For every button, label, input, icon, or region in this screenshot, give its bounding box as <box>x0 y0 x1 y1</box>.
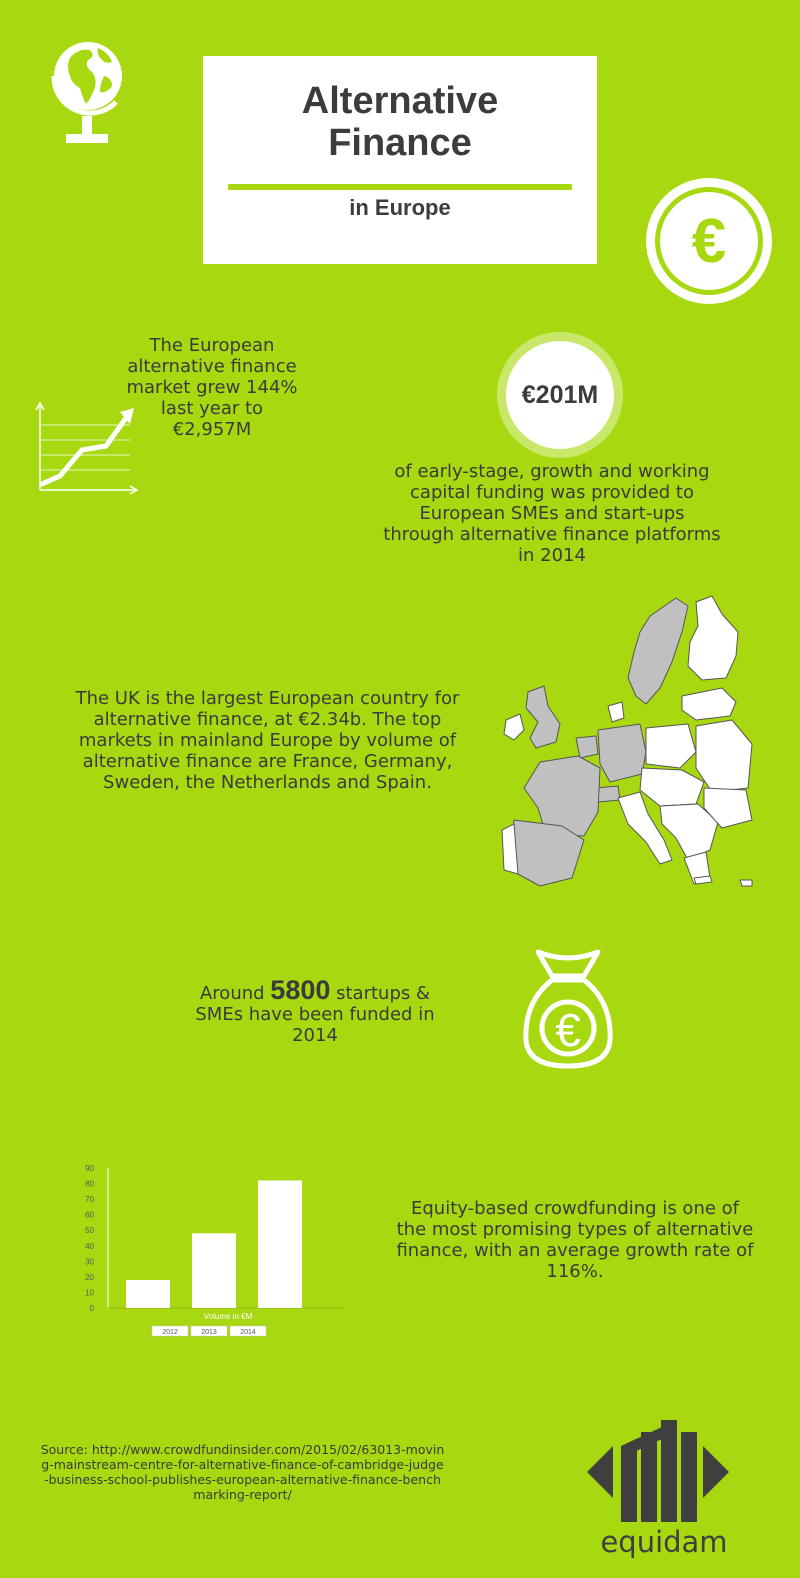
market-growth-text <box>112 335 312 440</box>
bar-2012 <box>126 1280 170 1308</box>
y-tick-label: 0 <box>89 1304 94 1313</box>
startups-line: 2014 <box>292 1025 338 1046</box>
category-label-2013: 2013 <box>201 1329 217 1336</box>
volume-bar-chart <box>80 1156 360 1346</box>
y-tick-label: 70 <box>85 1195 94 1205</box>
category-label-2014: 2014 <box>240 1329 256 1336</box>
bar-2014 <box>258 1180 302 1308</box>
uk-market-text <box>40 688 495 793</box>
x-axis-label: Volume in €M <box>203 1312 253 1321</box>
startups-line: SMEs have been funded in <box>195 1004 435 1025</box>
svg-text:€: € <box>555 1004 581 1056</box>
y-tick-label: 60 <box>85 1210 94 1220</box>
sme-funding-line: capital funding was provided to <box>410 482 694 503</box>
source-citation: Source: http://www.crowdfundinsider.com/2015/02/63013-moving-mainstream-centre-for-alternative-finance-of-cambridge-judge-business-school-publishes-european-alternative-finance-benchmarking-report/ <box>40 1442 445 1502</box>
growth-line: €2,957M <box>172 419 252 440</box>
equidam-logo-text: equidam <box>600 1525 728 1559</box>
equity-line: Equity-based crowdfunding is one of <box>410 1198 740 1219</box>
y-tick-label: 80 <box>85 1179 94 1189</box>
sme-funding-line: in 2014 <box>518 545 586 566</box>
y-tick-label: 40 <box>85 1241 94 1251</box>
svg-text:€: € <box>691 207 727 276</box>
bar-2013 <box>192 1233 236 1308</box>
equity-line: the most promising types of alternative <box>396 1219 754 1240</box>
y-tick-label: 10 <box>85 1288 94 1298</box>
startups-count: 5800 <box>270 975 331 1005</box>
sme-funding-line: European SMEs and start-ups <box>419 503 685 524</box>
uk-line: The UK is the largest European country for <box>75 688 460 709</box>
equity-line: 116%. <box>546 1261 604 1282</box>
uk-line: alternative finance are France, Germany, <box>82 751 453 772</box>
growth-line: The European <box>149 335 275 356</box>
growth-line: alternative finance <box>127 356 297 377</box>
equity-crowdfunding-text <box>375 1198 775 1282</box>
sme-funding-line: through alternative finance platforms <box>383 524 721 545</box>
money-bag-icon <box>520 944 616 1074</box>
title-line-1: Alternative <box>301 80 499 122</box>
title-divider <box>228 184 572 190</box>
funding-amount-badge <box>497 332 623 458</box>
y-tick-label: 50 <box>85 1226 94 1236</box>
y-tick-label: 30 <box>85 1257 94 1267</box>
growth-line: last year to <box>160 398 264 419</box>
page-title <box>203 80 597 164</box>
category-label-2012: 2012 <box>162 1329 178 1336</box>
sme-funding-line: of early-stage, growth and working <box>394 461 710 482</box>
sme-funding-text <box>360 461 744 566</box>
page-subtitle: in Europe <box>349 195 451 220</box>
title-card <box>203 56 597 264</box>
globe-icon <box>40 18 140 158</box>
europe-map-icon <box>500 592 762 892</box>
equidam-logo-icon <box>583 1418 733 1526</box>
startups-funded-text <box>190 975 440 1046</box>
uk-line: Sweden, the Netherlands and Spain. <box>103 772 432 793</box>
title-line-2: Finance <box>328 122 472 164</box>
startups-prefix: Around <box>199 983 265 1004</box>
equity-line: finance, with an average growth rate of <box>396 1240 754 1261</box>
growth-line: market grew 144% <box>126 377 298 398</box>
funding-amount: €201M <box>506 341 614 449</box>
startups-suffix: startups & <box>336 983 431 1004</box>
startups-line-1 <box>190 975 440 1005</box>
uk-line: alternative finance, at €2.34b. The top <box>93 709 442 730</box>
y-tick-label: 90 <box>85 1164 94 1173</box>
uk-line: markets in mainland Europe by volume of <box>78 730 457 751</box>
euro-coin-icon <box>644 176 774 306</box>
y-tick-label: 20 <box>85 1272 94 1282</box>
